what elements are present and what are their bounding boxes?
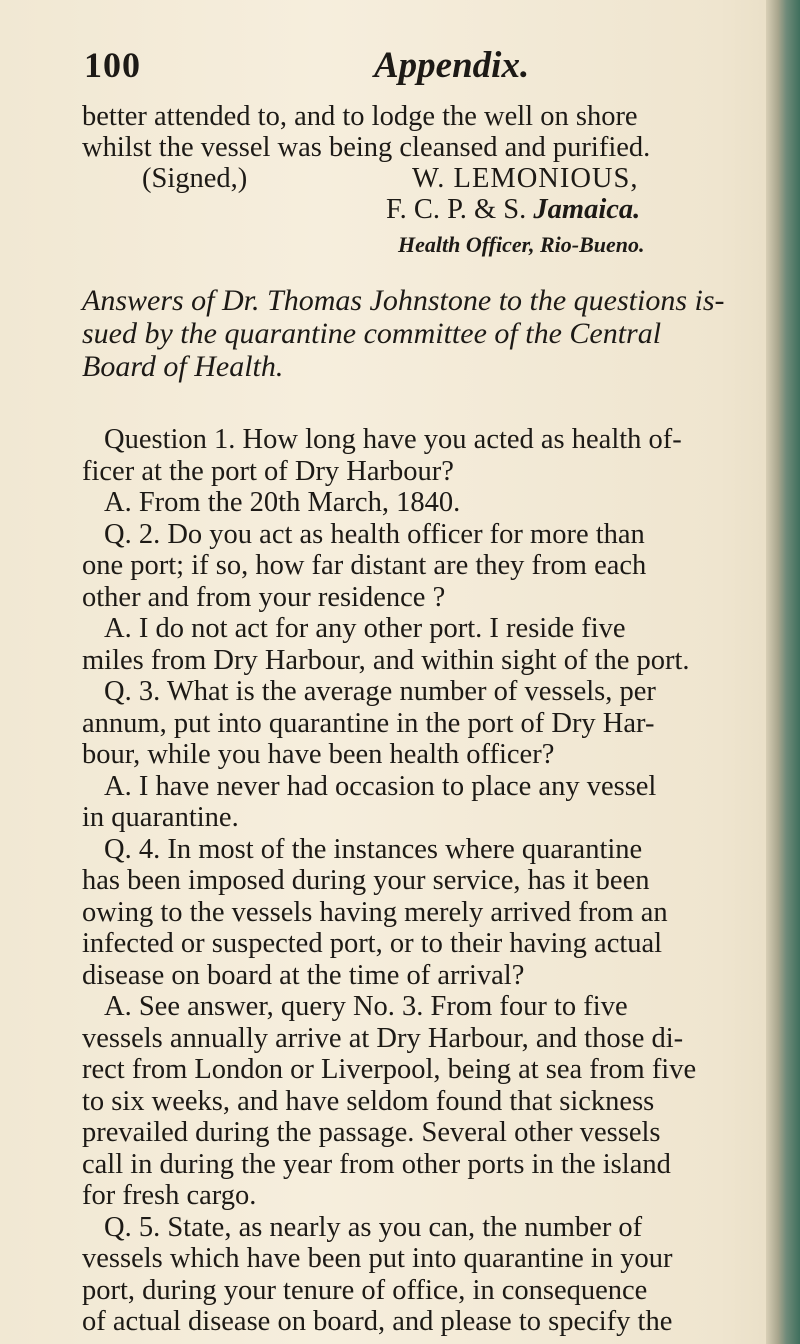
text-line: of actual disease on board, and please to specify the [82,1306,673,1337]
text-line: ficer at the port of Dry Harbour? [82,455,454,487]
heading-line: Answers of Dr. Thomas Johnstone to the questions is- [82,284,725,317]
text-line: other and from your residence ? [82,581,446,613]
question-line: Q. 4. In most of the instances where quarantine [104,833,643,865]
text-line: rect from London or Liverpool, being at sea from five [82,1054,697,1085]
question-line: Q. 3. What is the average number of vessels, per [104,676,656,707]
signed-label: (Signed,) [142,163,248,194]
running-head: Appendix. [374,45,530,86]
text-line: to six weeks, and have seldom found that sickness [82,1085,655,1117]
text-line: prevailed during the passage. Several other vessels [82,1117,661,1148]
page-number: 100 [84,45,141,85]
text-line: in quarantine. [82,802,239,833]
text-line: better attended to, and to lodge the well on shore [82,101,638,132]
text-line: whilst the vessel was being cleansed and purified. [82,132,651,163]
text-line: for fresh cargo. [82,1180,257,1211]
credentials-place: Jamaica. [533,194,641,225]
text-line: bour, while you have been health officer? [82,739,555,770]
text-line: vessels which have been put into quarantine in your [82,1243,673,1274]
page-binding-edge [766,0,800,1344]
text-line: vessels annually arrive at Dry Harbour, and those di- [82,1022,684,1054]
text-line: annum, put into quarantine in the port of Dry Har- [82,707,655,739]
text-line: port, during your tenure of office, in consequence [82,1274,648,1306]
signatory-name: W. LEMONIOUS, [412,163,639,194]
credentials-text: F. C. P. & S. [386,194,527,225]
text-line: call in during the year from other ports in the island [82,1148,671,1180]
heading-line: sued by the quarantine committee of the Central [82,317,662,350]
text-line: infected or suspected port, or to their having actual [82,928,663,959]
question-line: Q. 2. Do you act as health officer for more than [104,518,645,550]
heading-line: Board of Health. [82,350,284,383]
text-line: owing to the vessels having merely arrived from an [82,896,668,928]
text-line: one port; if so, how far distant are they from each [82,550,647,581]
text-line: disease on board at the time of arrival? [82,959,525,991]
question-line: Q. 5. State, as nearly as you can, the number of [104,1211,643,1243]
page-header [84,44,724,94]
answer-line: A. I do not act for any other port. I reside five [104,613,626,644]
answer-line: A. I have never had occasion to place any vessel [104,770,657,802]
signatory-credentials [386,193,640,227]
answer-line: A. From the 20th March, 1840. [104,487,461,518]
answer-line: A. See answer, query No. 3. From four to five [104,991,628,1022]
question-line: Question 1. How long have you acted as health of- [104,424,682,455]
signatory-office: Health Officer, Rio-Bueno. [398,232,645,257]
text-line: has been imposed during your service, has it been [82,865,650,896]
text-line: miles from Dry Harbour, and within sight of the port. [82,644,690,676]
